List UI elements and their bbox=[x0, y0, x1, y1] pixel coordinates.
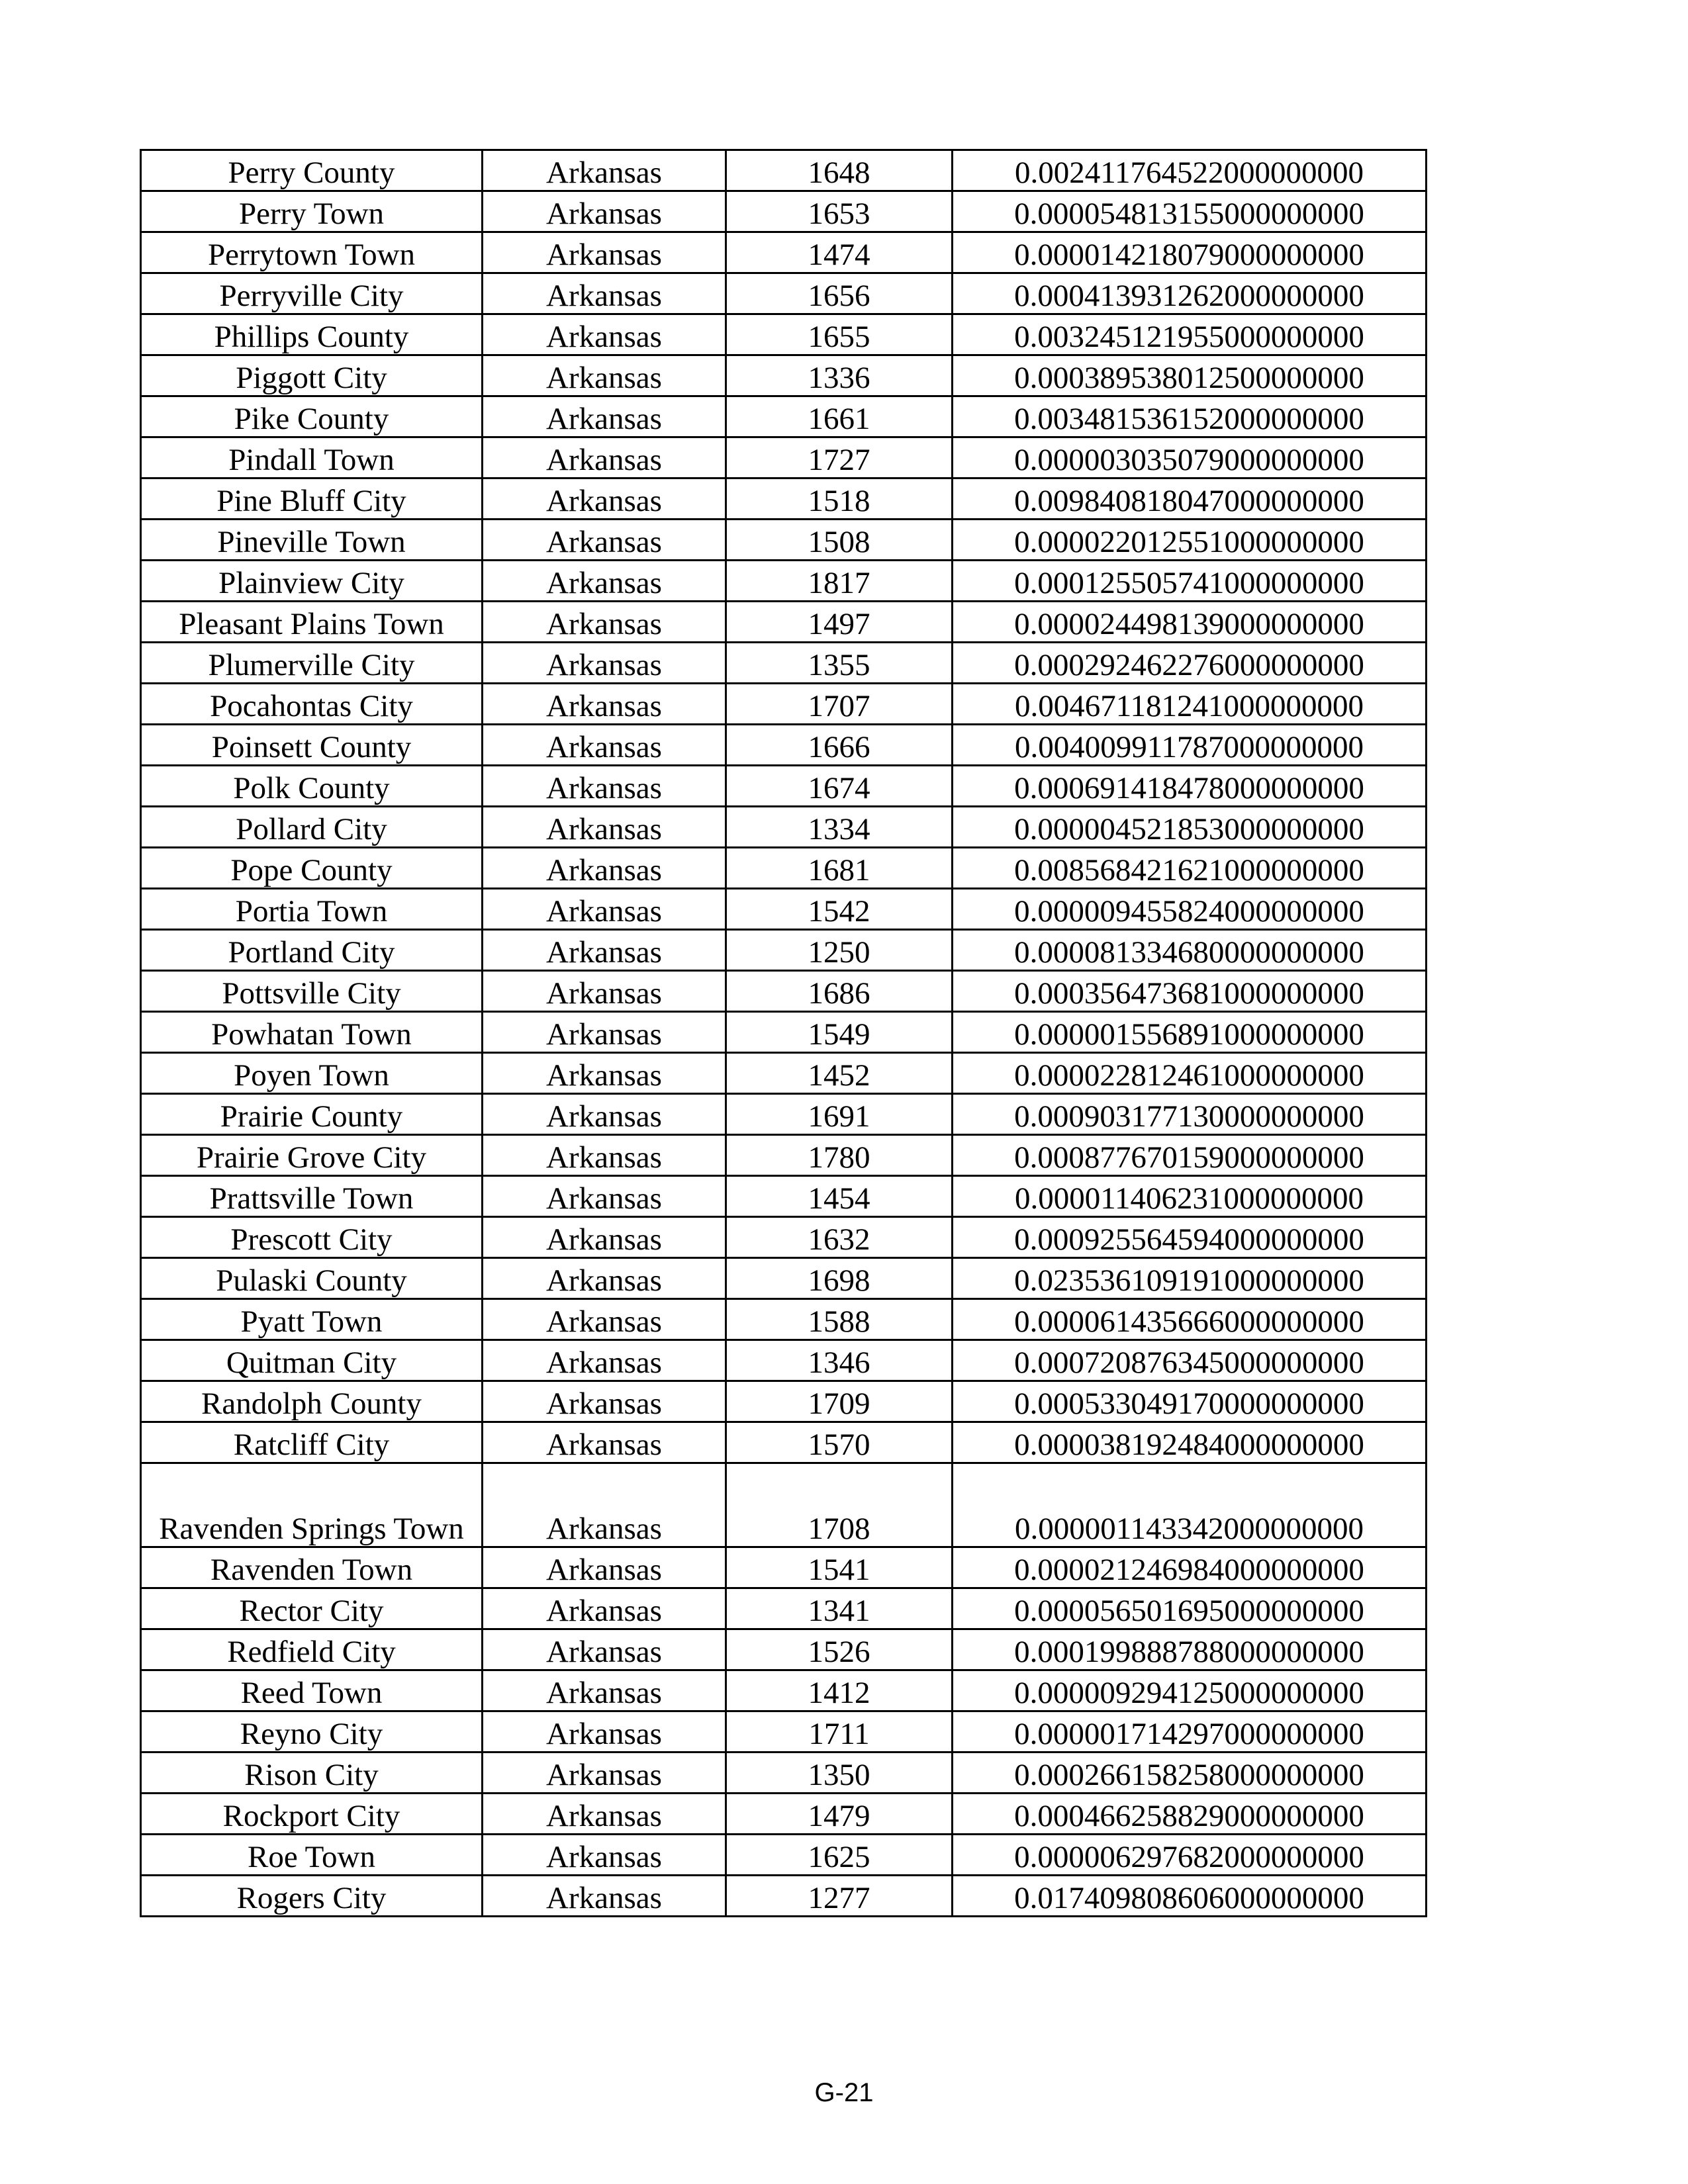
allocation-value-cell: 0.000056501695000000000 bbox=[953, 1588, 1427, 1629]
allocation-value-cell: 0.000925564594000000000 bbox=[953, 1217, 1427, 1258]
table-row bbox=[141, 889, 1427, 930]
municipality-name-cell: Perrytown Town bbox=[141, 232, 483, 273]
state-cell: Arkansas bbox=[483, 1422, 726, 1463]
state-cell: Arkansas bbox=[483, 1012, 726, 1053]
table-row bbox=[141, 684, 1427, 725]
allocation-value-cell: 0.000009294125000000000 bbox=[953, 1670, 1427, 1711]
allocation-table bbox=[140, 149, 1427, 1917]
state-cell: Arkansas bbox=[483, 478, 726, 520]
id-code-cell: 1549 bbox=[726, 1012, 953, 1053]
allocation-value-cell: 0.000877670159000000000 bbox=[953, 1135, 1427, 1176]
table-row bbox=[141, 1752, 1427, 1794]
id-code-cell: 1648 bbox=[726, 150, 953, 191]
municipality-name-cell: Portia Town bbox=[141, 889, 483, 930]
allocation-value-cell: 0.000266158258000000000 bbox=[953, 1752, 1427, 1794]
allocation-value-cell: 0.000021246984000000000 bbox=[953, 1547, 1427, 1588]
id-code-cell: 1452 bbox=[726, 1053, 953, 1094]
allocation-value-cell: 0.000022812461000000000 bbox=[953, 1053, 1427, 1094]
state-cell: Arkansas bbox=[483, 1876, 726, 1917]
allocation-value-cell: 0.017409808606000000000 bbox=[953, 1876, 1427, 1917]
id-code-cell: 1508 bbox=[726, 520, 953, 561]
allocation-value-cell: 0.000003035079000000000 bbox=[953, 437, 1427, 478]
table-row bbox=[141, 1794, 1427, 1835]
id-code-cell: 1346 bbox=[726, 1340, 953, 1381]
municipality-name-cell: Pulaski County bbox=[141, 1258, 483, 1299]
id-code-cell: 1277 bbox=[726, 1876, 953, 1917]
state-cell: Arkansas bbox=[483, 273, 726, 314]
municipality-name-cell: Portland City bbox=[141, 930, 483, 971]
municipality-name-cell: Ravenden Springs Town bbox=[141, 1463, 483, 1547]
municipality-name-cell: Pyatt Town bbox=[141, 1299, 483, 1340]
table-row bbox=[141, 273, 1427, 314]
allocation-value-cell: 0.000199888788000000000 bbox=[953, 1629, 1427, 1670]
municipality-name-cell: Redfield City bbox=[141, 1629, 483, 1670]
state-cell: Arkansas bbox=[483, 150, 726, 191]
table-row bbox=[141, 1053, 1427, 1094]
state-cell: Arkansas bbox=[483, 1670, 726, 1711]
id-code-cell: 1454 bbox=[726, 1176, 953, 1217]
state-cell: Arkansas bbox=[483, 889, 726, 930]
municipality-name-cell: Poyen Town bbox=[141, 1053, 483, 1094]
municipality-name-cell: Rison City bbox=[141, 1752, 483, 1794]
allocation-value-cell: 0.000014218079000000000 bbox=[953, 232, 1427, 273]
id-code-cell: 1336 bbox=[726, 355, 953, 396]
table-row bbox=[141, 1135, 1427, 1176]
municipality-name-cell: Poinsett County bbox=[141, 725, 483, 766]
state-cell: Arkansas bbox=[483, 1381, 726, 1422]
municipality-name-cell: Pottsville City bbox=[141, 971, 483, 1012]
allocation-value-cell: 0.000903177130000000000 bbox=[953, 1094, 1427, 1135]
id-code-cell: 1817 bbox=[726, 561, 953, 602]
table-row bbox=[141, 643, 1427, 684]
id-code-cell: 1625 bbox=[726, 1835, 953, 1876]
municipality-name-cell: Prairie County bbox=[141, 1094, 483, 1135]
state-cell: Arkansas bbox=[483, 520, 726, 561]
municipality-name-cell: Reyno City bbox=[141, 1711, 483, 1752]
municipality-name-cell: Randolph County bbox=[141, 1381, 483, 1422]
id-code-cell: 1707 bbox=[726, 684, 953, 725]
allocation-value-cell: 0.000038192484000000000 bbox=[953, 1422, 1427, 1463]
state-cell: Arkansas bbox=[483, 314, 726, 355]
id-code-cell: 1412 bbox=[726, 1670, 953, 1711]
id-code-cell: 1632 bbox=[726, 1217, 953, 1258]
allocation-value-cell: 0.000009455824000000000 bbox=[953, 889, 1427, 930]
state-cell: Arkansas bbox=[483, 1176, 726, 1217]
id-code-cell: 1334 bbox=[726, 807, 953, 848]
table-row bbox=[141, 807, 1427, 848]
municipality-name-cell: Pollard City bbox=[141, 807, 483, 848]
allocation-value-cell: 0.000011406231000000000 bbox=[953, 1176, 1427, 1217]
state-cell: Arkansas bbox=[483, 1217, 726, 1258]
table-row bbox=[141, 1629, 1427, 1670]
state-cell: Arkansas bbox=[483, 848, 726, 889]
municipality-name-cell: Pine Bluff City bbox=[141, 478, 483, 520]
state-cell: Arkansas bbox=[483, 1835, 726, 1876]
municipality-name-cell: Powhatan Town bbox=[141, 1012, 483, 1053]
id-code-cell: 1655 bbox=[726, 314, 953, 355]
table-row bbox=[141, 1217, 1427, 1258]
table-row bbox=[141, 478, 1427, 520]
municipality-name-cell: Rockport City bbox=[141, 1794, 483, 1835]
table-row bbox=[141, 561, 1427, 602]
municipality-name-cell: Piggott City bbox=[141, 355, 483, 396]
state-cell: Arkansas bbox=[483, 1258, 726, 1299]
allocation-value-cell: 0.000125505741000000000 bbox=[953, 561, 1427, 602]
allocation-value-cell: 0.000533049170000000000 bbox=[953, 1381, 1427, 1422]
id-code-cell: 1681 bbox=[726, 848, 953, 889]
municipality-name-cell: Pope County bbox=[141, 848, 483, 889]
allocation-value-cell: 0.002411764522000000000 bbox=[953, 150, 1427, 191]
id-code-cell: 1709 bbox=[726, 1381, 953, 1422]
table-row bbox=[141, 1876, 1427, 1917]
table-row bbox=[141, 150, 1427, 191]
id-code-cell: 1656 bbox=[726, 273, 953, 314]
municipality-name-cell: Pike County bbox=[141, 396, 483, 437]
state-cell: Arkansas bbox=[483, 1629, 726, 1670]
allocation-value-cell: 0.000292462276000000000 bbox=[953, 643, 1427, 684]
municipality-name-cell: Perryville City bbox=[141, 273, 483, 314]
municipality-name-cell: Roe Town bbox=[141, 1835, 483, 1876]
allocation-value-cell: 0.000001143342000000000 bbox=[953, 1463, 1427, 1547]
id-code-cell: 1541 bbox=[726, 1547, 953, 1588]
table-row bbox=[141, 1258, 1427, 1299]
table-row bbox=[141, 848, 1427, 889]
municipality-name-cell: Pindall Town bbox=[141, 437, 483, 478]
table-row bbox=[141, 520, 1427, 561]
municipality-name-cell: Prescott City bbox=[141, 1217, 483, 1258]
id-code-cell: 1518 bbox=[726, 478, 953, 520]
table-row bbox=[141, 766, 1427, 807]
state-cell: Arkansas bbox=[483, 396, 726, 437]
table-row bbox=[141, 725, 1427, 766]
state-cell: Arkansas bbox=[483, 725, 726, 766]
id-code-cell: 1653 bbox=[726, 191, 953, 232]
id-code-cell: 1588 bbox=[726, 1299, 953, 1340]
id-code-cell: 1780 bbox=[726, 1135, 953, 1176]
id-code-cell: 1474 bbox=[726, 232, 953, 273]
state-cell: Arkansas bbox=[483, 766, 726, 807]
table-row bbox=[141, 930, 1427, 971]
id-code-cell: 1341 bbox=[726, 1588, 953, 1629]
state-cell: Arkansas bbox=[483, 191, 726, 232]
state-cell: Arkansas bbox=[483, 930, 726, 971]
municipality-name-cell: Rector City bbox=[141, 1588, 483, 1629]
municipality-name-cell: Perry Town bbox=[141, 191, 483, 232]
table-row bbox=[141, 191, 1427, 232]
id-code-cell: 1691 bbox=[726, 1094, 953, 1135]
state-cell: Arkansas bbox=[483, 561, 726, 602]
municipality-name-cell: Pocahontas City bbox=[141, 684, 483, 725]
municipality-name-cell: Prattsville Town bbox=[141, 1176, 483, 1217]
state-cell: Arkansas bbox=[483, 1135, 726, 1176]
municipality-name-cell: Rogers City bbox=[141, 1876, 483, 1917]
id-code-cell: 1727 bbox=[726, 437, 953, 478]
id-code-cell: 1542 bbox=[726, 889, 953, 930]
allocation-value-cell: 0.000691418478000000000 bbox=[953, 766, 1427, 807]
state-cell: Arkansas bbox=[483, 684, 726, 725]
page-number: G-21 bbox=[814, 2078, 874, 2107]
id-code-cell: 1250 bbox=[726, 930, 953, 971]
state-cell: Arkansas bbox=[483, 1711, 726, 1752]
id-code-cell: 1570 bbox=[726, 1422, 953, 1463]
id-code-cell: 1686 bbox=[726, 971, 953, 1012]
state-cell: Arkansas bbox=[483, 1340, 726, 1381]
table-row bbox=[141, 437, 1427, 478]
id-code-cell: 1666 bbox=[726, 725, 953, 766]
municipality-name-cell: Plainview City bbox=[141, 561, 483, 602]
table-row bbox=[141, 1176, 1427, 1217]
municipality-name-cell: Pleasant Plains Town bbox=[141, 602, 483, 643]
table-row bbox=[141, 1340, 1427, 1381]
table-row bbox=[141, 1463, 1427, 1547]
table-row bbox=[141, 971, 1427, 1012]
id-code-cell: 1698 bbox=[726, 1258, 953, 1299]
state-cell: Arkansas bbox=[483, 602, 726, 643]
table-row bbox=[141, 1012, 1427, 1053]
allocation-value-cell: 0.000081334680000000000 bbox=[953, 930, 1427, 971]
table-row bbox=[141, 355, 1427, 396]
allocation-value-cell: 0.008568421621000000000 bbox=[953, 848, 1427, 889]
allocation-value-cell: 0.000720876345000000000 bbox=[953, 1340, 1427, 1381]
municipality-name-cell: Ratcliff City bbox=[141, 1422, 483, 1463]
table-row bbox=[141, 1547, 1427, 1588]
state-cell: Arkansas bbox=[483, 1588, 726, 1629]
table-row bbox=[141, 1588, 1427, 1629]
state-cell: Arkansas bbox=[483, 1463, 726, 1547]
state-cell: Arkansas bbox=[483, 971, 726, 1012]
id-code-cell: 1350 bbox=[726, 1752, 953, 1794]
state-cell: Arkansas bbox=[483, 807, 726, 848]
id-code-cell: 1479 bbox=[726, 1794, 953, 1835]
state-cell: Arkansas bbox=[483, 1752, 726, 1794]
municipality-name-cell: Phillips County bbox=[141, 314, 483, 355]
state-cell: Arkansas bbox=[483, 437, 726, 478]
allocation-value-cell: 0.009840818047000000000 bbox=[953, 478, 1427, 520]
allocation-value-cell: 0.023536109191000000000 bbox=[953, 1258, 1427, 1299]
table-row bbox=[141, 1094, 1427, 1135]
table-row bbox=[141, 1381, 1427, 1422]
id-code-cell: 1708 bbox=[726, 1463, 953, 1547]
allocation-table-body bbox=[141, 150, 1427, 1917]
allocation-value-cell: 0.000001714297000000000 bbox=[953, 1711, 1427, 1752]
id-code-cell: 1497 bbox=[726, 602, 953, 643]
municipality-name-cell: Quitman City bbox=[141, 1340, 483, 1381]
id-code-cell: 1711 bbox=[726, 1711, 953, 1752]
municipality-name-cell: Polk County bbox=[141, 766, 483, 807]
allocation-value-cell: 0.000413931262000000000 bbox=[953, 273, 1427, 314]
allocation-value-cell: 0.000001556891000000000 bbox=[953, 1012, 1427, 1053]
table-row bbox=[141, 396, 1427, 437]
allocation-value-cell: 0.000061435666000000000 bbox=[953, 1299, 1427, 1340]
id-code-cell: 1674 bbox=[726, 766, 953, 807]
state-cell: Arkansas bbox=[483, 1094, 726, 1135]
state-cell: Arkansas bbox=[483, 355, 726, 396]
municipality-name-cell: Pineville Town bbox=[141, 520, 483, 561]
state-cell: Arkansas bbox=[483, 232, 726, 273]
allocation-value-cell: 0.004671181241000000000 bbox=[953, 684, 1427, 725]
allocation-value-cell: 0.000022012551000000000 bbox=[953, 520, 1427, 561]
table-row bbox=[141, 1670, 1427, 1711]
id-code-cell: 1661 bbox=[726, 396, 953, 437]
table-row bbox=[141, 314, 1427, 355]
state-cell: Arkansas bbox=[483, 1794, 726, 1835]
allocation-value-cell: 0.000006297682000000000 bbox=[953, 1835, 1427, 1876]
table-row bbox=[141, 1711, 1427, 1752]
state-cell: Arkansas bbox=[483, 1299, 726, 1340]
allocation-value-cell: 0.003245121955000000000 bbox=[953, 314, 1427, 355]
municipality-name-cell: Perry County bbox=[141, 150, 483, 191]
allocation-value-cell: 0.000054813155000000000 bbox=[953, 191, 1427, 232]
municipality-name-cell: Reed Town bbox=[141, 1670, 483, 1711]
municipality-name-cell: Prairie Grove City bbox=[141, 1135, 483, 1176]
allocation-value-cell: 0.003481536152000000000 bbox=[953, 396, 1427, 437]
table-row bbox=[141, 1835, 1427, 1876]
table-row bbox=[141, 1299, 1427, 1340]
municipality-name-cell: Plumerville City bbox=[141, 643, 483, 684]
allocation-value-cell: 0.004009911787000000000 bbox=[953, 725, 1427, 766]
state-cell: Arkansas bbox=[483, 643, 726, 684]
table-row bbox=[141, 1422, 1427, 1463]
table-row bbox=[141, 602, 1427, 643]
allocation-value-cell: 0.000024498139000000000 bbox=[953, 602, 1427, 643]
id-code-cell: 1355 bbox=[726, 643, 953, 684]
allocation-value-cell: 0.000004521853000000000 bbox=[953, 807, 1427, 848]
state-cell: Arkansas bbox=[483, 1547, 726, 1588]
id-code-cell: 1526 bbox=[726, 1629, 953, 1670]
municipality-name-cell: Ravenden Town bbox=[141, 1547, 483, 1588]
state-cell: Arkansas bbox=[483, 1053, 726, 1094]
allocation-value-cell: 0.000389538012500000000 bbox=[953, 355, 1427, 396]
allocation-value-cell: 0.000466258829000000000 bbox=[953, 1794, 1427, 1835]
table-row bbox=[141, 232, 1427, 273]
allocation-value-cell: 0.000356473681000000000 bbox=[953, 971, 1427, 1012]
